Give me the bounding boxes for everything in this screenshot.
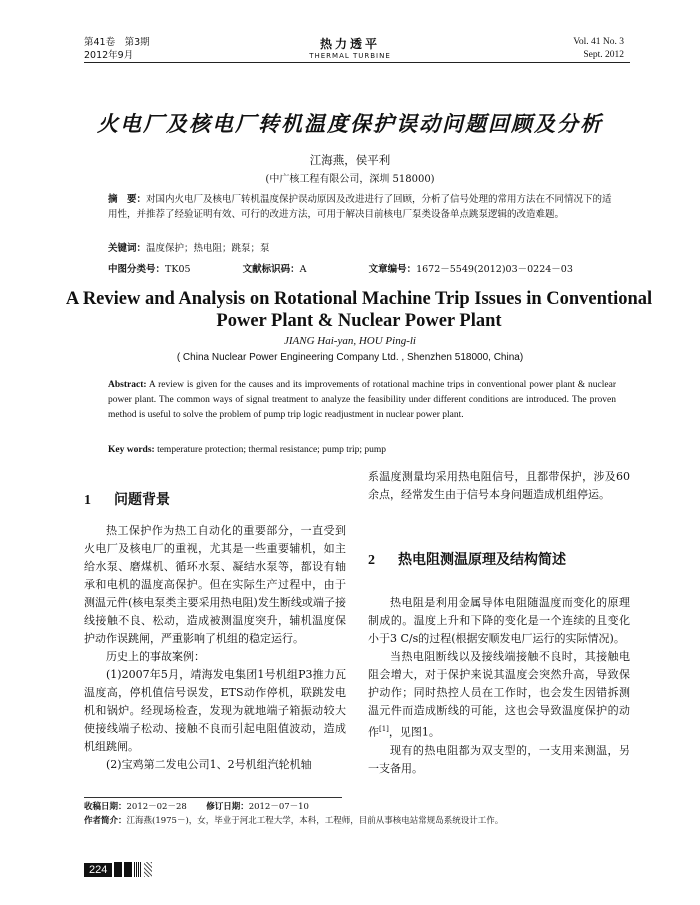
author-bio-label: 作者简介： bbox=[84, 816, 127, 826]
paragraph bbox=[368, 648, 630, 742]
footnote-dates bbox=[84, 800, 503, 814]
keywords-en-text: temperature protection; thermal resistance; pump trip; pump bbox=[157, 445, 387, 455]
paragraph: 系温度测量均采用热电阻信号，且都带保护，涉及60余点，经常发生由于信号本身问题造成机组停运。 bbox=[368, 470, 630, 501]
article-id-value: 1672－5549(2012)03－0224－03 bbox=[416, 264, 573, 275]
section-1-number: 1 bbox=[84, 493, 91, 508]
header-vol-issue-cn: 第41卷 第3期 bbox=[84, 37, 150, 48]
journal-name-cn: 热力透平 bbox=[319, 37, 380, 51]
keywords-en bbox=[108, 445, 616, 455]
paragraph: 热工保护作为热工自动化的重要部分，一直受到火电厂及核电厂的重视，尤其是一些重要辅机，如主给水泵、磨煤机、循环水泵、凝结水泵等，都设有轴承和电机的温度高保护。但在实际生产过程中，由于测温元件(核电泵类主要采用热电阻)发生断线或端子接线接触不良、松动，造成被测温度突升，辅机温度保护动作误跳闸，严重影响了机组的稳定运行。 bbox=[84, 524, 346, 645]
paragraph: 热电阻是利用金属导体电阻随温度而变化的原理制成的。温度上升和下降的变化是一个连续的且变化小于3 C/s的过程(根据安顺发电厂运行的实际情况)。 bbox=[368, 596, 630, 645]
keywords-en-label: Key words: bbox=[108, 445, 155, 455]
authors-en: JIANG Hai-yan, HOU Ping-li bbox=[284, 335, 416, 347]
paragraph-text: 当热电阻断线以及接线端接触不良时，其接触电阻会增大，对于保护来说其温度会突然升高，导致保护动作；同时热控人员在工作时，也会发生因错拆测温元件而造成断线的可能，这也会导致温度保护的动作 bbox=[368, 650, 630, 739]
keywords-cn-label: 关键词： bbox=[108, 243, 147, 254]
footnote-author bbox=[84, 814, 503, 828]
paragraph-tail: ，见图1。 bbox=[388, 725, 440, 739]
citation-ref[interactable]: [1] bbox=[379, 725, 389, 733]
section-1-body bbox=[84, 522, 346, 774]
footnote bbox=[84, 800, 503, 828]
received-label: 收稿日期： bbox=[84, 802, 127, 812]
section-2-body bbox=[368, 594, 630, 778]
header-rule bbox=[84, 62, 630, 63]
abstract-en bbox=[108, 378, 616, 423]
journal-name-en: THERMAL TURBINE bbox=[309, 52, 391, 60]
section-1-heading bbox=[84, 489, 170, 509]
keywords-cn bbox=[108, 241, 616, 256]
decor-block bbox=[134, 862, 142, 877]
section-2-title: 热电阻测温原理及结构简述 bbox=[398, 552, 566, 568]
title-en: A Review and Analysis on Rotational Machine Trip Issues in Conventional Power Plant & Nuclear Power Plant bbox=[65, 289, 653, 331]
section-2-heading bbox=[368, 549, 566, 569]
abstract-cn-text: 对国内火电厂及核电厂转机温度保护误动原因及改进进行了回顾，分析了信号处理的常用方法在不同情况下的适用性，并推荐了经验证明有效、可行的改进方法，可用于解决目前核电厂泵类设备单点跳泵逻辑的改造难题。 bbox=[108, 194, 612, 220]
right-column-continuation bbox=[368, 468, 630, 504]
section-2-number: 2 bbox=[368, 553, 375, 568]
header-date-cn: 2012年9月 bbox=[84, 50, 134, 61]
clc-label: 中图分类号： bbox=[108, 264, 166, 275]
decor-block bbox=[144, 862, 152, 877]
affiliation-cn: (中广核工程有限公司，深圳 518000) bbox=[265, 174, 435, 185]
abstract-cn-label: 摘 要： bbox=[108, 194, 147, 205]
page-number-box bbox=[84, 862, 152, 877]
decor-block bbox=[124, 862, 132, 877]
revised-date: 2012－07－10 bbox=[248, 802, 309, 812]
header-date-en: Sept. 2012 bbox=[583, 50, 624, 60]
doc-code-label: 文献标识码： bbox=[242, 264, 300, 275]
page-number: 224 bbox=[84, 863, 112, 877]
classification-line bbox=[108, 261, 573, 275]
header-right bbox=[573, 36, 624, 62]
affiliation-en: ( China Nuclear Power Engineering Company Ltd. , Shenzhen 518000, China) bbox=[176, 352, 524, 363]
doc-code-value: A bbox=[299, 264, 307, 275]
section-1-title: 问题背景 bbox=[114, 492, 170, 508]
paragraph: (1)2007年5月，靖海发电集团1号机组P3推力瓦温度高，停机值信号误发，ETS动作停机，联跳发电机和锅炉。经现场检查，发现为就地端子箱振动较大使接线端子松动、接触不良而引起电阻值波动，造成机组跳闸。 bbox=[84, 668, 346, 753]
header-vol-issue-en: Vol. 41 No. 3 bbox=[573, 37, 624, 47]
abstract-en-label: Abstract: bbox=[108, 380, 147, 390]
paragraph: 历史上的事故案例： bbox=[106, 650, 205, 663]
abstract-en-text: A review is given for the causes and its improvements of rotational machine trips in conventional power plant & nuclear power plant. The common ways of signal treatment to analyze the feasibility under different conditions are introduced. The proven method is useful to solve the problem of pump trip logic readjustment in nuclear power plant. bbox=[108, 380, 616, 420]
article-id-label: 文章编号： bbox=[368, 264, 417, 275]
revised-label: 修订日期： bbox=[206, 802, 249, 812]
footnote-rule bbox=[84, 797, 342, 798]
received-date: 2012－02－28 bbox=[126, 802, 187, 812]
authors-cn: 江海燕，侯平利 bbox=[309, 153, 391, 167]
title-cn: 火电厂及核电厂转机温度保护误动问题回顾及分析 bbox=[97, 111, 603, 136]
paragraph: (2)宝鸡第二发电公司1、2号机组汽轮机轴 bbox=[106, 758, 312, 771]
keywords-cn-text: 温度保护；热电阻；跳泵；泵 bbox=[146, 243, 270, 254]
paragraph: 现有的热电阻都为双支型的，一支用来测温，另一支备用。 bbox=[368, 743, 630, 775]
clc-value: TK05 bbox=[165, 264, 191, 275]
abstract-cn bbox=[108, 192, 616, 222]
decor-block bbox=[114, 862, 122, 877]
author-bio: 江海燕(1975－)，女，毕业于河北工程大学，本科，工程师，目前从事核电站常规岛系统设计工作。 bbox=[126, 816, 504, 826]
